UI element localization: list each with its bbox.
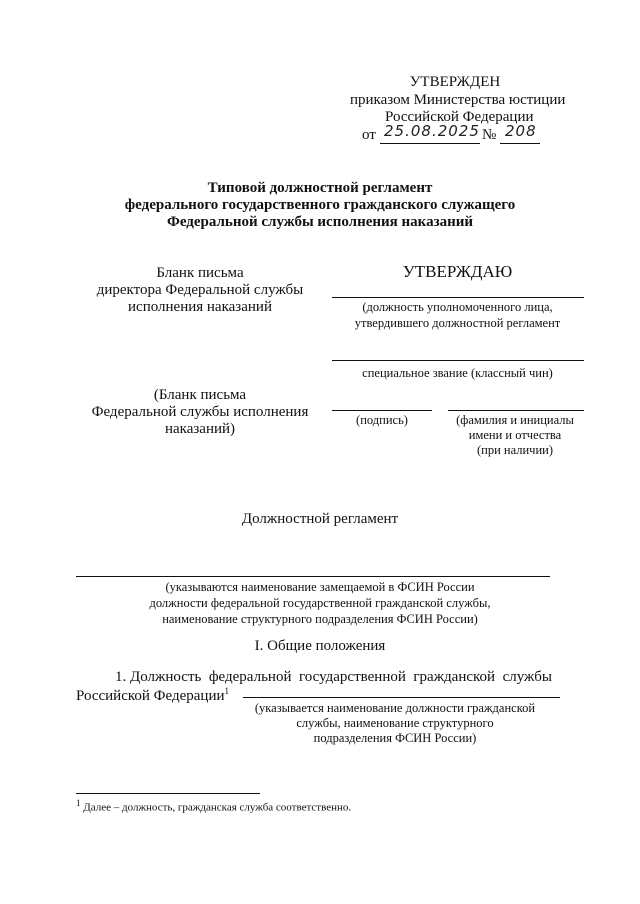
footnote-text: Далее – должность, гражданская служба соответственно. <box>83 801 352 814</box>
blank-director-line2: директора Федеральной службы <box>96 282 304 298</box>
name-hint-line3: (при наличии) <box>476 443 554 457</box>
approval-number-handwritten: 208 <box>505 122 537 140</box>
doc-title-line2: федерального государственного гражданского служащего <box>124 197 516 213</box>
position-line <box>332 297 584 298</box>
section1-para1-line2: Российской Федерации$^1$ <box>76 686 230 704</box>
doc-title-line1: Типовой должностной регламент <box>207 180 433 196</box>
position-hint-line2: утвердившего должностной регламент <box>354 316 561 330</box>
approval-date-handwritten: 25.08.2025 <box>384 122 480 140</box>
blank-service-line3: наказаний) <box>164 421 236 437</box>
footnote-ref-1[interactable]: 1 <box>224 686 230 696</box>
footnote-mark: 1 <box>76 798 81 808</box>
approval-date-prefix: от <box>362 127 376 143</box>
signature-hint: (подпись) <box>356 413 408 427</box>
section1-para1-line1: 1. Должность федеральной государственной гражданской службы <box>115 669 552 685</box>
blank-director-line3: исполнения наказаний <box>128 299 272 315</box>
name-hint-line1: (фамилия и инициалы <box>456 413 574 427</box>
doc-title-line3: Федеральной службы исполнения наказаний <box>166 214 474 230</box>
rank-line <box>332 360 584 361</box>
regulation-hint-line1: (указываются наименование замещаемой в ФСИН России <box>165 580 475 594</box>
blank-director-line1: Бланк письма <box>156 265 244 281</box>
section1-position-line <box>243 697 560 698</box>
section1-hint-line2: службы, наименование структурного <box>296 716 494 730</box>
position-hint-line1: (должность уполномоченного лица, <box>362 300 553 314</box>
approve-title: УТВЕРЖДАЮ <box>402 262 513 281</box>
signature-line <box>332 410 432 411</box>
approval-number-prefix: № <box>482 127 497 143</box>
footnote-separator <box>76 793 260 794</box>
section1-hint-line3: подразделения ФСИН России) <box>313 731 477 745</box>
blank-service-line2: Федеральной службы исполнения <box>91 404 309 420</box>
name-hint-line2: имени и отчества <box>468 428 562 442</box>
section1-heading: I. Общие положения <box>254 638 386 654</box>
regulation-heading: Должностной регламент <box>241 511 399 527</box>
date-underline <box>380 143 480 144</box>
rank-hint: специальное звание (классный чин) <box>362 366 553 380</box>
number-underline <box>500 143 540 144</box>
regulation-position-line <box>76 576 550 577</box>
blank-service-line1: (Бланк письма <box>153 387 247 403</box>
regulation-hint-line3: наименование структурного подразделения ФСИН России) <box>162 612 478 626</box>
name-line <box>448 410 584 411</box>
approval-title: УТВЕРЖДЕН <box>409 74 501 90</box>
footnote-1 <box>76 798 351 814</box>
regulation-hint-line2: должности федеральной государственной гражданской службы, <box>149 596 491 610</box>
section1-hint-line1: (указывается наименование должности гражданской <box>254 701 536 715</box>
approval-line2: Российской Федерации <box>385 109 534 125</box>
approval-line1: приказом Министерства юстиции <box>350 92 566 108</box>
